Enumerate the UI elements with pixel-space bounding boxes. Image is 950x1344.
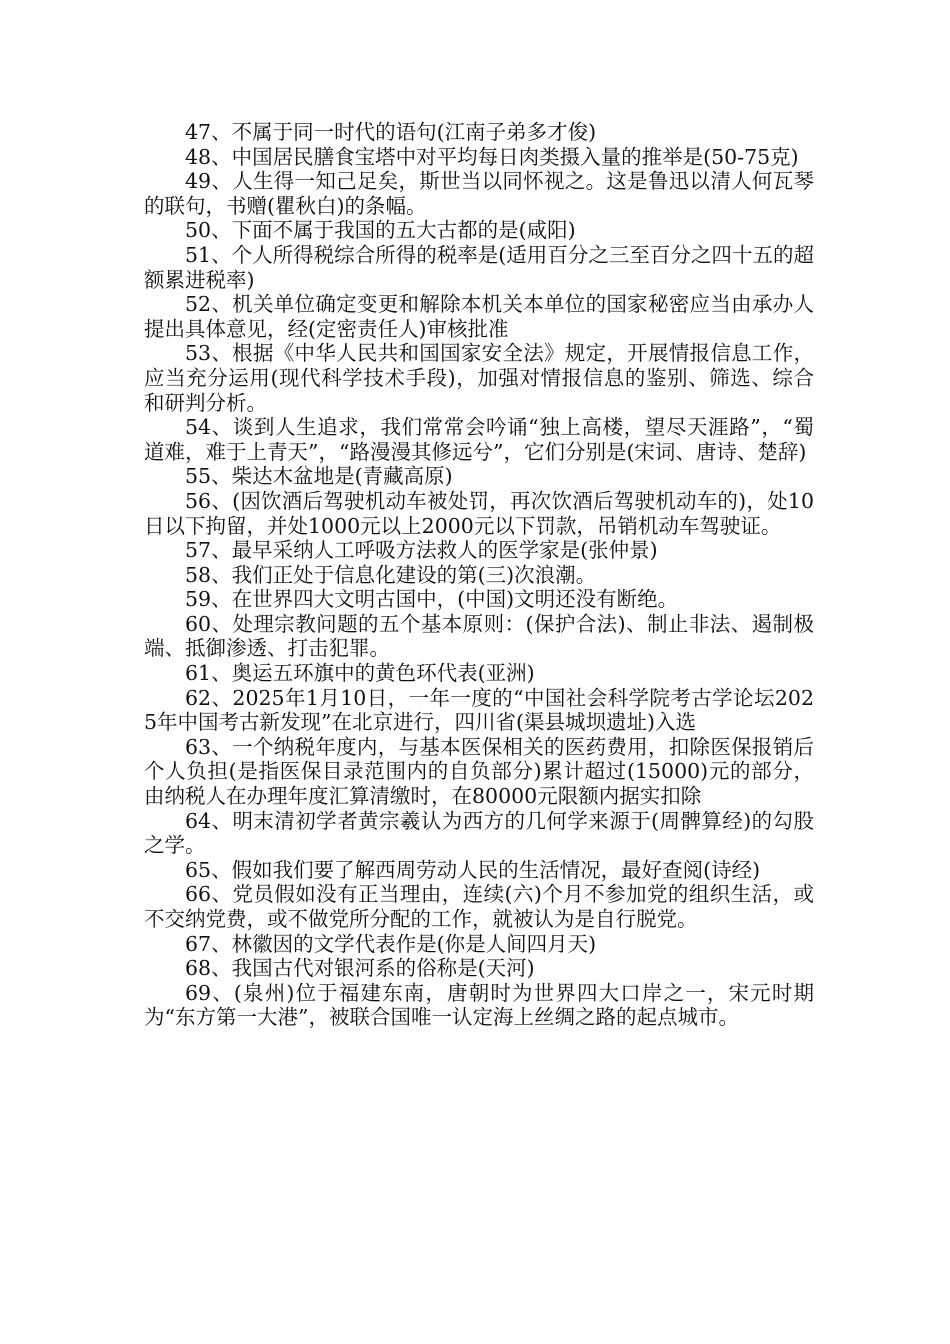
question-item-49: 49、人生得一知己足矣，斯世当以同怀视之。这是鲁迅以清人何瓦琴的联句，书赠(瞿秋白)的条幅。 (144, 169, 814, 218)
document-body (144, 120, 814, 1030)
question-item-64: 64、明末清初学者黄宗羲认为西方的几何学来源于(周髀算经)的勾股之学。 (144, 808, 814, 858)
question-item-63: 63、一个纳税年度内，与基本医保相关的医药费用，扣除医保报销后个人负担(是指医保目录范围内的自负部分)累计超过(15000)元的部分，由纳税人在办理年度汇算清缴时，在80000元限额内据实扣除 (144, 734, 814, 809)
question-item-57: 57、最早采纳人工呼吸方法救人的医学家是(张仲景) (185, 538, 658, 563)
question-item-47: 47、不属于同一时代的语句(江南子弟多才俊) (185, 120, 597, 144)
question-item-60: 60、处理宗教问题的五个基本原则：(保护合法)、制止非法、遏制极端、抵御渗透、打击犯罪。 (144, 611, 814, 661)
question-item-54: 54、谈到人生追求，我们常常会吟诵“独上高楼，望尽天涯路”，“蜀道难，难于上青天”，“路漫漫其修远兮”，它们分别是(宋词、唐诗、楚辞) (144, 415, 814, 464)
question-item-51: 51、个人所得税综合所得的税率是(适用百分之三至百分之四十五的超额累进税率) (144, 242, 814, 292)
question-item-65: 65、假如我们要了解西周劳动人民的生活情况，最好查阅(诗经) (185, 857, 761, 882)
question-item-56: 56、(因饮酒后驾驶机动车被处罚，再次饮酒后驾驶机动车的)，处10日以下拘留，并处1000元以上2000元以下罚款，吊销机动车驾驶证。 (144, 488, 814, 538)
question-item-50: 50、下面不属于我国的五大古都的是(咸阳) (185, 218, 576, 243)
question-item-67: 67、林徽因的文学代表作是(你是人间四月天) (185, 931, 597, 956)
question-item-69: 69、(泉州)位于福建东南，唐朝时为世界四大口岸之一，宋元时期为“东方第一大港”，被联合国唯一认定海上丝绸之路的起点城市。 (144, 980, 814, 1030)
question-item-53: 53、根据《中华人民共和国国家安全法》规定，开展情报信息工作，应当充分运用(现代科学技术手段)，加强对情报信息的鉴别、筛选、综合和研判分析。 (144, 341, 814, 415)
question-item-61: 61、奥运五环旗中的黄色环代表(亚洲) (185, 661, 535, 686)
question-item-55: 55、柴达木盆地是(青藏高原) (185, 464, 453, 489)
question-item-66: 66、党员假如没有正当理由，连续(六)个月不参加党的组织生活，或不交纳党费，或不做党所分配的工作，就被认为是自行脱党。 (144, 882, 814, 931)
question-item-48: 48、中国居民膳食宝塔中对平均每日肉类摄入量的推举是(50-75克) (185, 144, 799, 169)
question-item-62: 62、2025年1月10日，一年一度的“中国社会科学院考古学论坛2025年中国考古新发现”在北京进行，四川省(渠县城坝遗址)入选 (144, 685, 814, 735)
question-item-68: 68、我国古代对银河系的俗称是(天河) (185, 956, 535, 981)
question-item-59: 59、在世界四大文明古国中，(中国)文明还没有断绝。 (185, 587, 679, 612)
question-item-58: 58、我们正处于信息化建设的第(三)次浪潮。 (185, 562, 597, 587)
question-item-52: 52、机关单位确定变更和解除本机关本单位的国家秘密应当由承办人提出具体意见，经(定密责任人)审核批准 (144, 292, 814, 341)
